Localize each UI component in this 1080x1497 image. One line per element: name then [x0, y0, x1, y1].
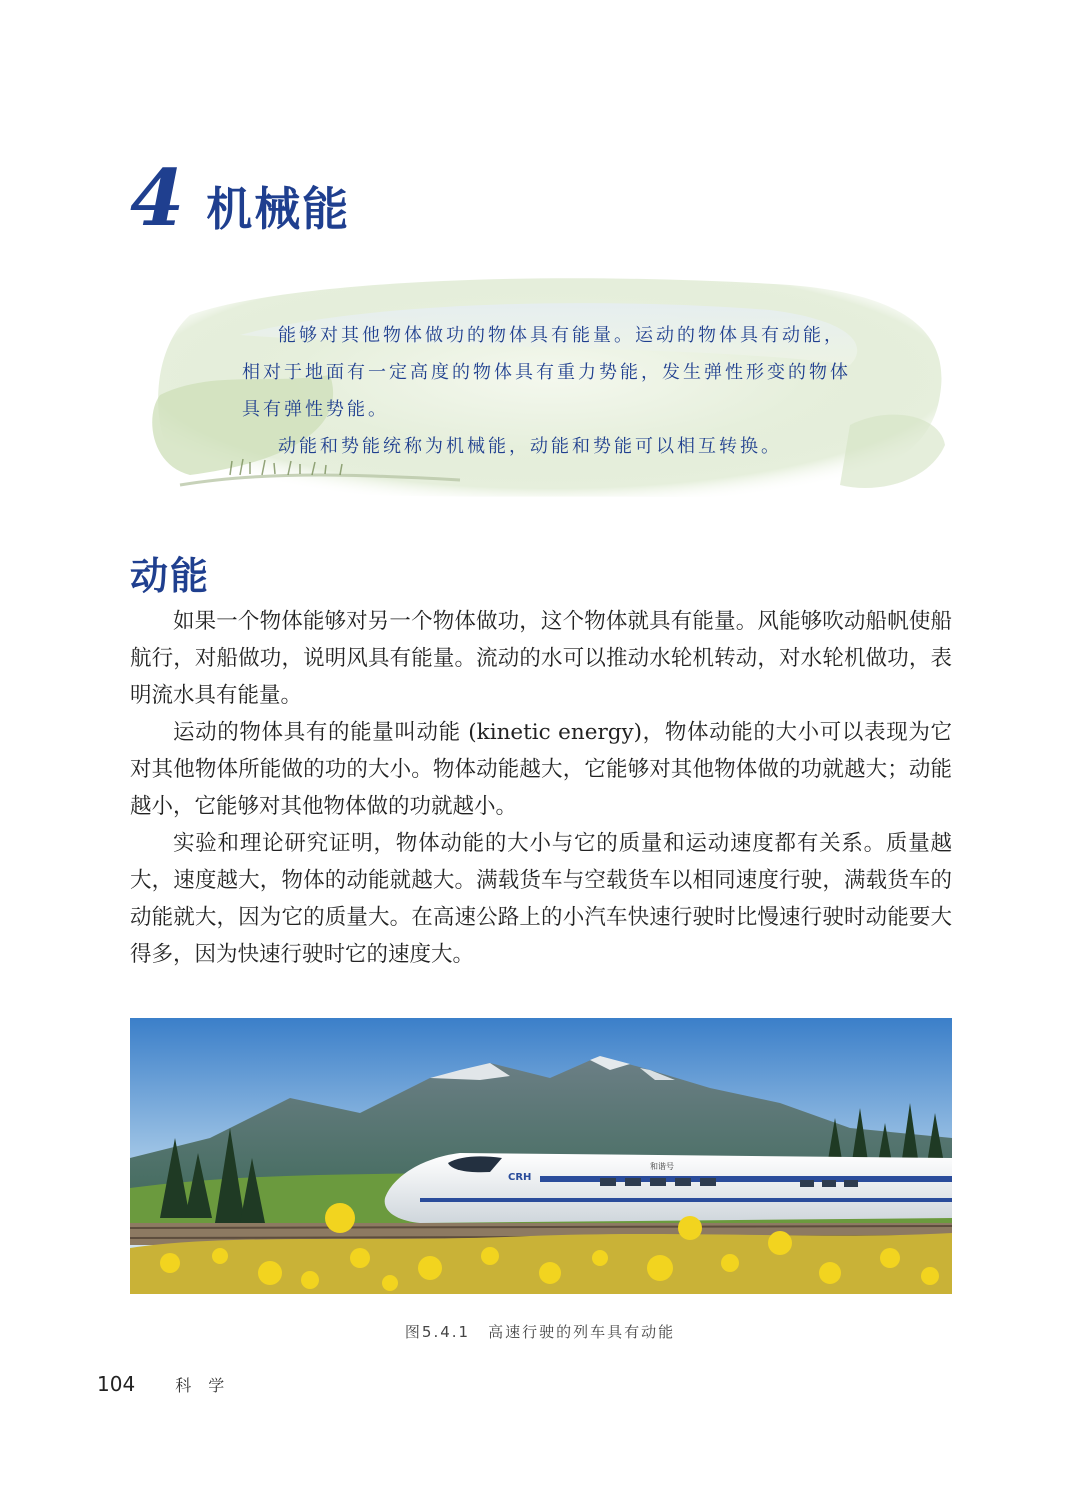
page-number: 104: [97, 1372, 136, 1396]
body-paragraph: 如果一个物体能够对另一个物体做功，这个物体就具有能量。风能够吹动船帆使船航行，对船做功，说明风具有能量。流动的水可以推动水轮机转动，对水轮机做功，表明流水具有能量。: [130, 609, 952, 708]
train-logo: CRH: [508, 1172, 532, 1183]
intro-box: [150, 275, 950, 505]
intro-text: [242, 317, 852, 465]
page-footer: [97, 1372, 230, 1396]
chapter-title: [130, 153, 351, 244]
body-paragraph: 运动的物体具有的能量叫动能 (kinetic energy)，物体动能的大小可以表现为它对其他物体所能做的功的大小。物体动能越大，它能够对其他物体做的功就越大；动能越小，它能够对其他物体做的功就越小。: [130, 720, 952, 819]
caption-text: 高速行驶的列车具有动能: [488, 1323, 676, 1341]
body-paragraph: 实验和理论研究证明，物体动能的大小与它的质量和运动速度都有关系。质量越大，速度越大，物体的动能就越大。满载货车与空载货车以相同速度行驶，满载货车的动能就大，因为它的质量大。在高速公路上的小汽车快速行驶时比慢速行驶时动能要大得多，因为快速行驶时它的速度大。: [130, 831, 952, 967]
chapter-number: 4: [130, 153, 185, 244]
intro-paragraph: 能够对其他物体做功的物体具有能量。运动的物体具有动能，相对于地面有一定高度的物体具有重力势能，发生弹性形变的物体具有弹性势能。: [242, 325, 851, 420]
intro-paragraph: 动能和势能统称为机械能，动能和势能可以相互转换。: [278, 436, 782, 457]
section-heading: 动能: [130, 554, 211, 598]
figure-caption: [0, 1321, 1080, 1342]
caption-number: 图5.4.1: [404, 1323, 471, 1341]
chapter-name: 机械能: [206, 182, 351, 236]
train-photo: [130, 1018, 952, 1294]
book-name: 科 学: [175, 1376, 231, 1395]
train-name: 和谐号: [650, 1162, 674, 1171]
body-text: [130, 603, 952, 973]
